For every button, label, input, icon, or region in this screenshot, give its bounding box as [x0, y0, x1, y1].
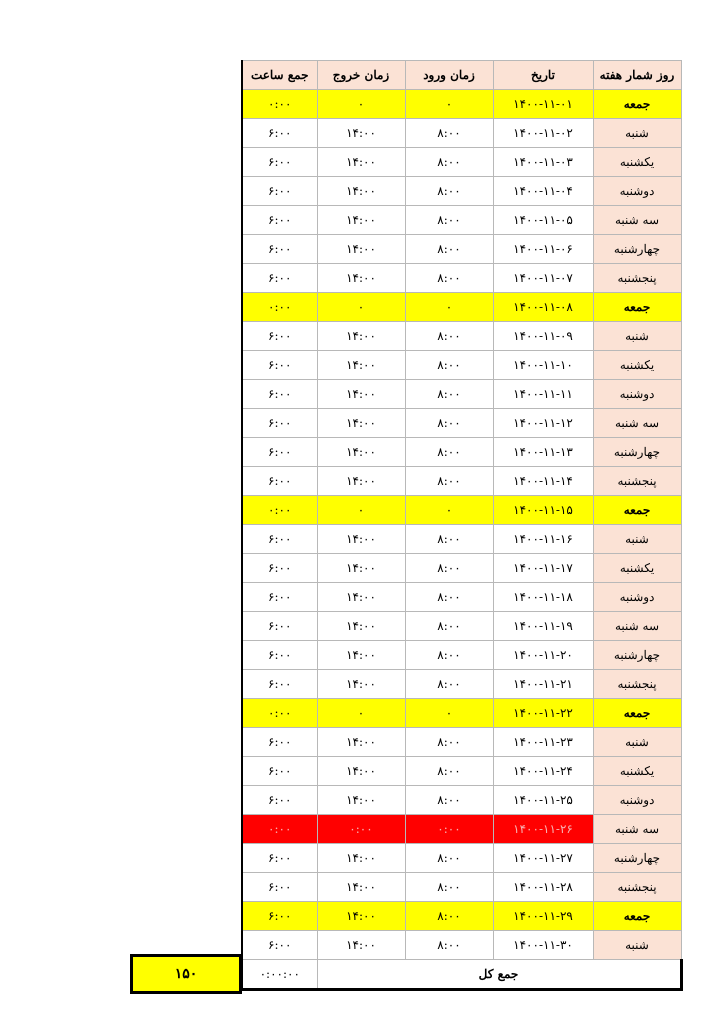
entry-time-cell: ۸:۰۰	[405, 351, 493, 380]
weekday-cell: پنجشنبه	[593, 670, 681, 699]
date-cell: ۱۴۰۰-۱۱-۰۸	[493, 293, 593, 322]
table-row	[242, 90, 681, 119]
table-row	[242, 757, 681, 786]
weekday-cell: چهارشنبه	[593, 235, 681, 264]
grand-total-label: جمع کل	[317, 960, 681, 990]
entry-time-cell: ۸:۰۰	[405, 380, 493, 409]
entry-time-cell: ۸:۰۰	[405, 583, 493, 612]
total-hours-cell: ۶:۰۰	[242, 786, 317, 815]
weekday-cell: سه شنبه	[593, 206, 681, 235]
exit-time-cell: ۰	[317, 90, 405, 119]
table-row	[242, 554, 681, 583]
weekday-cell: یکشنبه	[593, 148, 681, 177]
table-row	[242, 815, 681, 844]
weekday-cell: یکشنبه	[593, 351, 681, 380]
exit-time-cell: ۱۴:۰۰	[317, 438, 405, 467]
weekday-cell: شنبه	[593, 322, 681, 351]
entry-time-cell: ۰	[405, 293, 493, 322]
date-cell: ۱۴۰۰-۱۱-۱۰	[493, 351, 593, 380]
date-cell: ۱۴۰۰-۱۱-۰۴	[493, 177, 593, 206]
total-hours-cell: ۶:۰۰	[242, 641, 317, 670]
exit-time-cell: ۱۴:۰۰	[317, 206, 405, 235]
entry-time-cell: ۸:۰۰	[405, 844, 493, 873]
entry-time-cell: ۸:۰۰	[405, 757, 493, 786]
total-hours-cell: ۶:۰۰	[242, 467, 317, 496]
date-cell: ۱۴۰۰-۱۱-۲۰	[493, 641, 593, 670]
exit-time-cell: ۱۴:۰۰	[317, 235, 405, 264]
grand-total-time: ۰:۰۰:۰۰	[242, 960, 317, 990]
weekday-cell: جمعه	[593, 902, 681, 931]
entry-time-cell: ۰	[405, 496, 493, 525]
entry-time-cell: ۸:۰۰	[405, 206, 493, 235]
total-hours-cell: ۶:۰۰	[242, 119, 317, 148]
exit-time-cell: ۱۴:۰۰	[317, 757, 405, 786]
entry-time-cell: ۸:۰۰	[405, 235, 493, 264]
date-cell: ۱۴۰۰-۱۱-۳۰	[493, 931, 593, 960]
entry-time-cell: ۸:۰۰	[405, 873, 493, 902]
exit-time-cell: ۰	[317, 699, 405, 728]
exit-time-cell: ۰	[317, 496, 405, 525]
total-hours-cell: ۶:۰۰	[242, 612, 317, 641]
table-row	[242, 844, 681, 873]
date-cell: ۱۴۰۰-۱۱-۱۴	[493, 467, 593, 496]
date-cell: ۱۴۰۰-۱۱-۲۷	[493, 844, 593, 873]
table-row	[242, 786, 681, 815]
date-cell: ۱۴۰۰-۱۱-۲۵	[493, 786, 593, 815]
date-cell: ۱۴۰۰-۱۱-۲۱	[493, 670, 593, 699]
table-row	[242, 873, 681, 902]
weekday-cell: سه شنبه	[593, 815, 681, 844]
weekday-cell: شنبه	[593, 525, 681, 554]
entry-time-cell: ۸:۰۰	[405, 119, 493, 148]
weekday-cell: جمعه	[593, 496, 681, 525]
header-exit-time: زمان خروج	[317, 61, 405, 90]
total-hours-cell: ۰:۰۰	[242, 496, 317, 525]
weekday-cell: دوشنبه	[593, 177, 681, 206]
weekday-cell: جمعه	[593, 293, 681, 322]
weekday-cell: شنبه	[593, 931, 681, 960]
weekday-cell: پنجشنبه	[593, 467, 681, 496]
table-row	[242, 148, 681, 177]
date-cell: ۱۴۰۰-۱۱-۲۹	[493, 902, 593, 931]
total-hours-cell: ۶:۰۰	[242, 322, 317, 351]
total-hours-cell: ۶:۰۰	[242, 844, 317, 873]
date-cell: ۱۴۰۰-۱۱-۰۶	[493, 235, 593, 264]
table-row	[242, 699, 681, 728]
table-row	[242, 670, 681, 699]
exit-time-cell: ۱۴:۰۰	[317, 467, 405, 496]
exit-time-cell: ۱۴:۰۰	[317, 670, 405, 699]
exit-time-cell: ۰	[317, 293, 405, 322]
table-row	[242, 119, 681, 148]
entry-time-cell: ۰	[405, 699, 493, 728]
table-row	[242, 612, 681, 641]
entry-time-cell: ۸:۰۰	[405, 554, 493, 583]
date-cell: ۱۴۰۰-۱۱-۰۹	[493, 322, 593, 351]
date-cell: ۱۴۰۰-۱۱-۲۲	[493, 699, 593, 728]
entry-time-cell: ۸:۰۰	[405, 467, 493, 496]
entry-time-cell: ۸:۰۰	[405, 322, 493, 351]
weekday-cell: چهارشنبه	[593, 641, 681, 670]
total-hours-cell: ۶:۰۰	[242, 554, 317, 583]
date-cell: ۱۴۰۰-۱۱-۰۷	[493, 264, 593, 293]
header-weekday: روز شمار هفته	[593, 61, 681, 90]
total-hours-cell: ۶:۰۰	[242, 902, 317, 931]
table-row	[242, 902, 681, 931]
total-hours-cell: ۶:۰۰	[242, 670, 317, 699]
exit-time-cell: ۱۴:۰۰	[317, 583, 405, 612]
entry-time-cell: ۸:۰۰	[405, 641, 493, 670]
date-cell: ۱۴۰۰-۱۱-۰۱	[493, 90, 593, 119]
weekday-cell: یکشنبه	[593, 554, 681, 583]
total-hours-cell: ۶:۰۰	[242, 873, 317, 902]
total-hours-cell: ۶:۰۰	[242, 148, 317, 177]
table-row	[242, 525, 681, 554]
date-cell: ۱۴۰۰-۱۱-۱۶	[493, 525, 593, 554]
table-row	[242, 467, 681, 496]
date-cell: ۱۴۰۰-۱۱-۲۶	[493, 815, 593, 844]
total-hours-cell: ۶:۰۰	[242, 409, 317, 438]
date-cell: ۱۴۰۰-۱۱-۲۸	[493, 873, 593, 902]
total-hours-cell: ۶:۰۰	[242, 206, 317, 235]
date-cell: ۱۴۰۰-۱۱-۰۲	[493, 119, 593, 148]
exit-time-cell: ۱۴:۰۰	[317, 351, 405, 380]
total-hours-cell: ۶:۰۰	[242, 438, 317, 467]
weekday-cell: چهارشنبه	[593, 438, 681, 467]
grand-total-row	[242, 960, 681, 990]
exit-time-cell: ۱۴:۰۰	[317, 873, 405, 902]
entry-time-cell: ۸:۰۰	[405, 264, 493, 293]
exit-time-cell: ۱۴:۰۰	[317, 931, 405, 960]
table-row	[242, 728, 681, 757]
table-row	[242, 409, 681, 438]
exit-time-cell: ۱۴:۰۰	[317, 525, 405, 554]
weekday-cell: دوشنبه	[593, 583, 681, 612]
weekday-cell: سه شنبه	[593, 409, 681, 438]
table-body	[242, 90, 681, 960]
entry-time-cell: ۸:۰۰	[405, 438, 493, 467]
exit-time-cell: ۰:۰۰	[317, 815, 405, 844]
entry-time-cell: ۸:۰۰	[405, 931, 493, 960]
weekday-cell: جمعه	[593, 699, 681, 728]
weekday-cell: دوشنبه	[593, 380, 681, 409]
entry-time-cell: ۰:۰۰	[405, 815, 493, 844]
date-cell: ۱۴۰۰-۱۱-۱۹	[493, 612, 593, 641]
weekday-cell: جمعه	[593, 90, 681, 119]
total-hours-cell: ۶:۰۰	[242, 931, 317, 960]
entry-time-cell: ۰	[405, 90, 493, 119]
entry-time-cell: ۸:۰۰	[405, 728, 493, 757]
exit-time-cell: ۱۴:۰۰	[317, 322, 405, 351]
total-hours-cell: ۰:۰۰	[242, 815, 317, 844]
header-total-hours: جمع ساعت	[242, 61, 317, 90]
total-hours-cell: ۶:۰۰	[242, 757, 317, 786]
total-hours-cell: ۰:۰۰	[242, 90, 317, 119]
entry-time-cell: ۸:۰۰	[405, 148, 493, 177]
date-cell: ۱۴۰۰-۱۱-۲۴	[493, 757, 593, 786]
header-entry-time: زمان ورود	[405, 61, 493, 90]
weekday-cell: شنبه	[593, 728, 681, 757]
table-row	[242, 264, 681, 293]
attendance-table	[241, 60, 683, 991]
table-row	[242, 206, 681, 235]
weekday-cell: چهارشنبه	[593, 844, 681, 873]
weekday-cell: دوشنبه	[593, 786, 681, 815]
date-cell: ۱۴۰۰-۱۱-۱۱	[493, 380, 593, 409]
exit-time-cell: ۱۴:۰۰	[317, 264, 405, 293]
total-hours-cell: ۶:۰۰	[242, 380, 317, 409]
total-hours-cell: ۶:۰۰	[242, 264, 317, 293]
exit-time-cell: ۱۴:۰۰	[317, 177, 405, 206]
entry-time-cell: ۸:۰۰	[405, 177, 493, 206]
exit-time-cell: ۱۴:۰۰	[317, 554, 405, 583]
entry-time-cell: ۸:۰۰	[405, 409, 493, 438]
total-hours-box: ۱۵۰	[130, 954, 242, 994]
table-row	[242, 293, 681, 322]
exit-time-cell: ۱۴:۰۰	[317, 902, 405, 931]
table-row	[242, 322, 681, 351]
total-hours-cell: ۰:۰۰	[242, 293, 317, 322]
weekday-cell: یکشنبه	[593, 757, 681, 786]
exit-time-cell: ۱۴:۰۰	[317, 380, 405, 409]
total-hours-cell: ۶:۰۰	[242, 177, 317, 206]
entry-time-cell: ۸:۰۰	[405, 786, 493, 815]
exit-time-cell: ۱۴:۰۰	[317, 148, 405, 177]
total-hours-cell: ۶:۰۰	[242, 235, 317, 264]
exit-time-cell: ۱۴:۰۰	[317, 641, 405, 670]
exit-time-cell: ۱۴:۰۰	[317, 728, 405, 757]
entry-time-cell: ۸:۰۰	[405, 525, 493, 554]
table-row	[242, 496, 681, 525]
date-cell: ۱۴۰۰-۱۱-۰۵	[493, 206, 593, 235]
entry-time-cell: ۸:۰۰	[405, 902, 493, 931]
date-cell: ۱۴۰۰-۱۱-۰۳	[493, 148, 593, 177]
weekday-cell: شنبه	[593, 119, 681, 148]
entry-time-cell: ۸:۰۰	[405, 612, 493, 641]
total-hours-cell: ۶:۰۰	[242, 525, 317, 554]
table-row	[242, 380, 681, 409]
date-cell: ۱۴۰۰-۱۱-۱۷	[493, 554, 593, 583]
total-hours-cell: ۶:۰۰	[242, 351, 317, 380]
table-row	[242, 931, 681, 960]
total-hours-cell: ۶:۰۰	[242, 583, 317, 612]
exit-time-cell: ۱۴:۰۰	[317, 786, 405, 815]
exit-time-cell: ۱۴:۰۰	[317, 409, 405, 438]
entry-time-cell: ۸:۰۰	[405, 670, 493, 699]
exit-time-cell: ۱۴:۰۰	[317, 844, 405, 873]
date-cell: ۱۴۰۰-۱۱-۱۸	[493, 583, 593, 612]
date-cell: ۱۴۰۰-۱۱-۲۳	[493, 728, 593, 757]
table-row	[242, 235, 681, 264]
table-row	[242, 177, 681, 206]
table-row	[242, 583, 681, 612]
table-row	[242, 438, 681, 467]
total-hours-cell: ۰:۰۰	[242, 699, 317, 728]
weekday-cell: پنجشنبه	[593, 873, 681, 902]
weekday-cell: سه شنبه	[593, 612, 681, 641]
date-cell: ۱۴۰۰-۱۱-۱۲	[493, 409, 593, 438]
total-hours-cell: ۶:۰۰	[242, 728, 317, 757]
exit-time-cell: ۱۴:۰۰	[317, 119, 405, 148]
date-cell: ۱۴۰۰-۱۱-۱۳	[493, 438, 593, 467]
table-row	[242, 641, 681, 670]
header-date: تاریخ	[493, 61, 593, 90]
exit-time-cell: ۱۴:۰۰	[317, 612, 405, 641]
weekday-cell: پنجشنبه	[593, 264, 681, 293]
header-row	[242, 61, 681, 90]
date-cell: ۱۴۰۰-۱۱-۱۵	[493, 496, 593, 525]
table-row	[242, 351, 681, 380]
